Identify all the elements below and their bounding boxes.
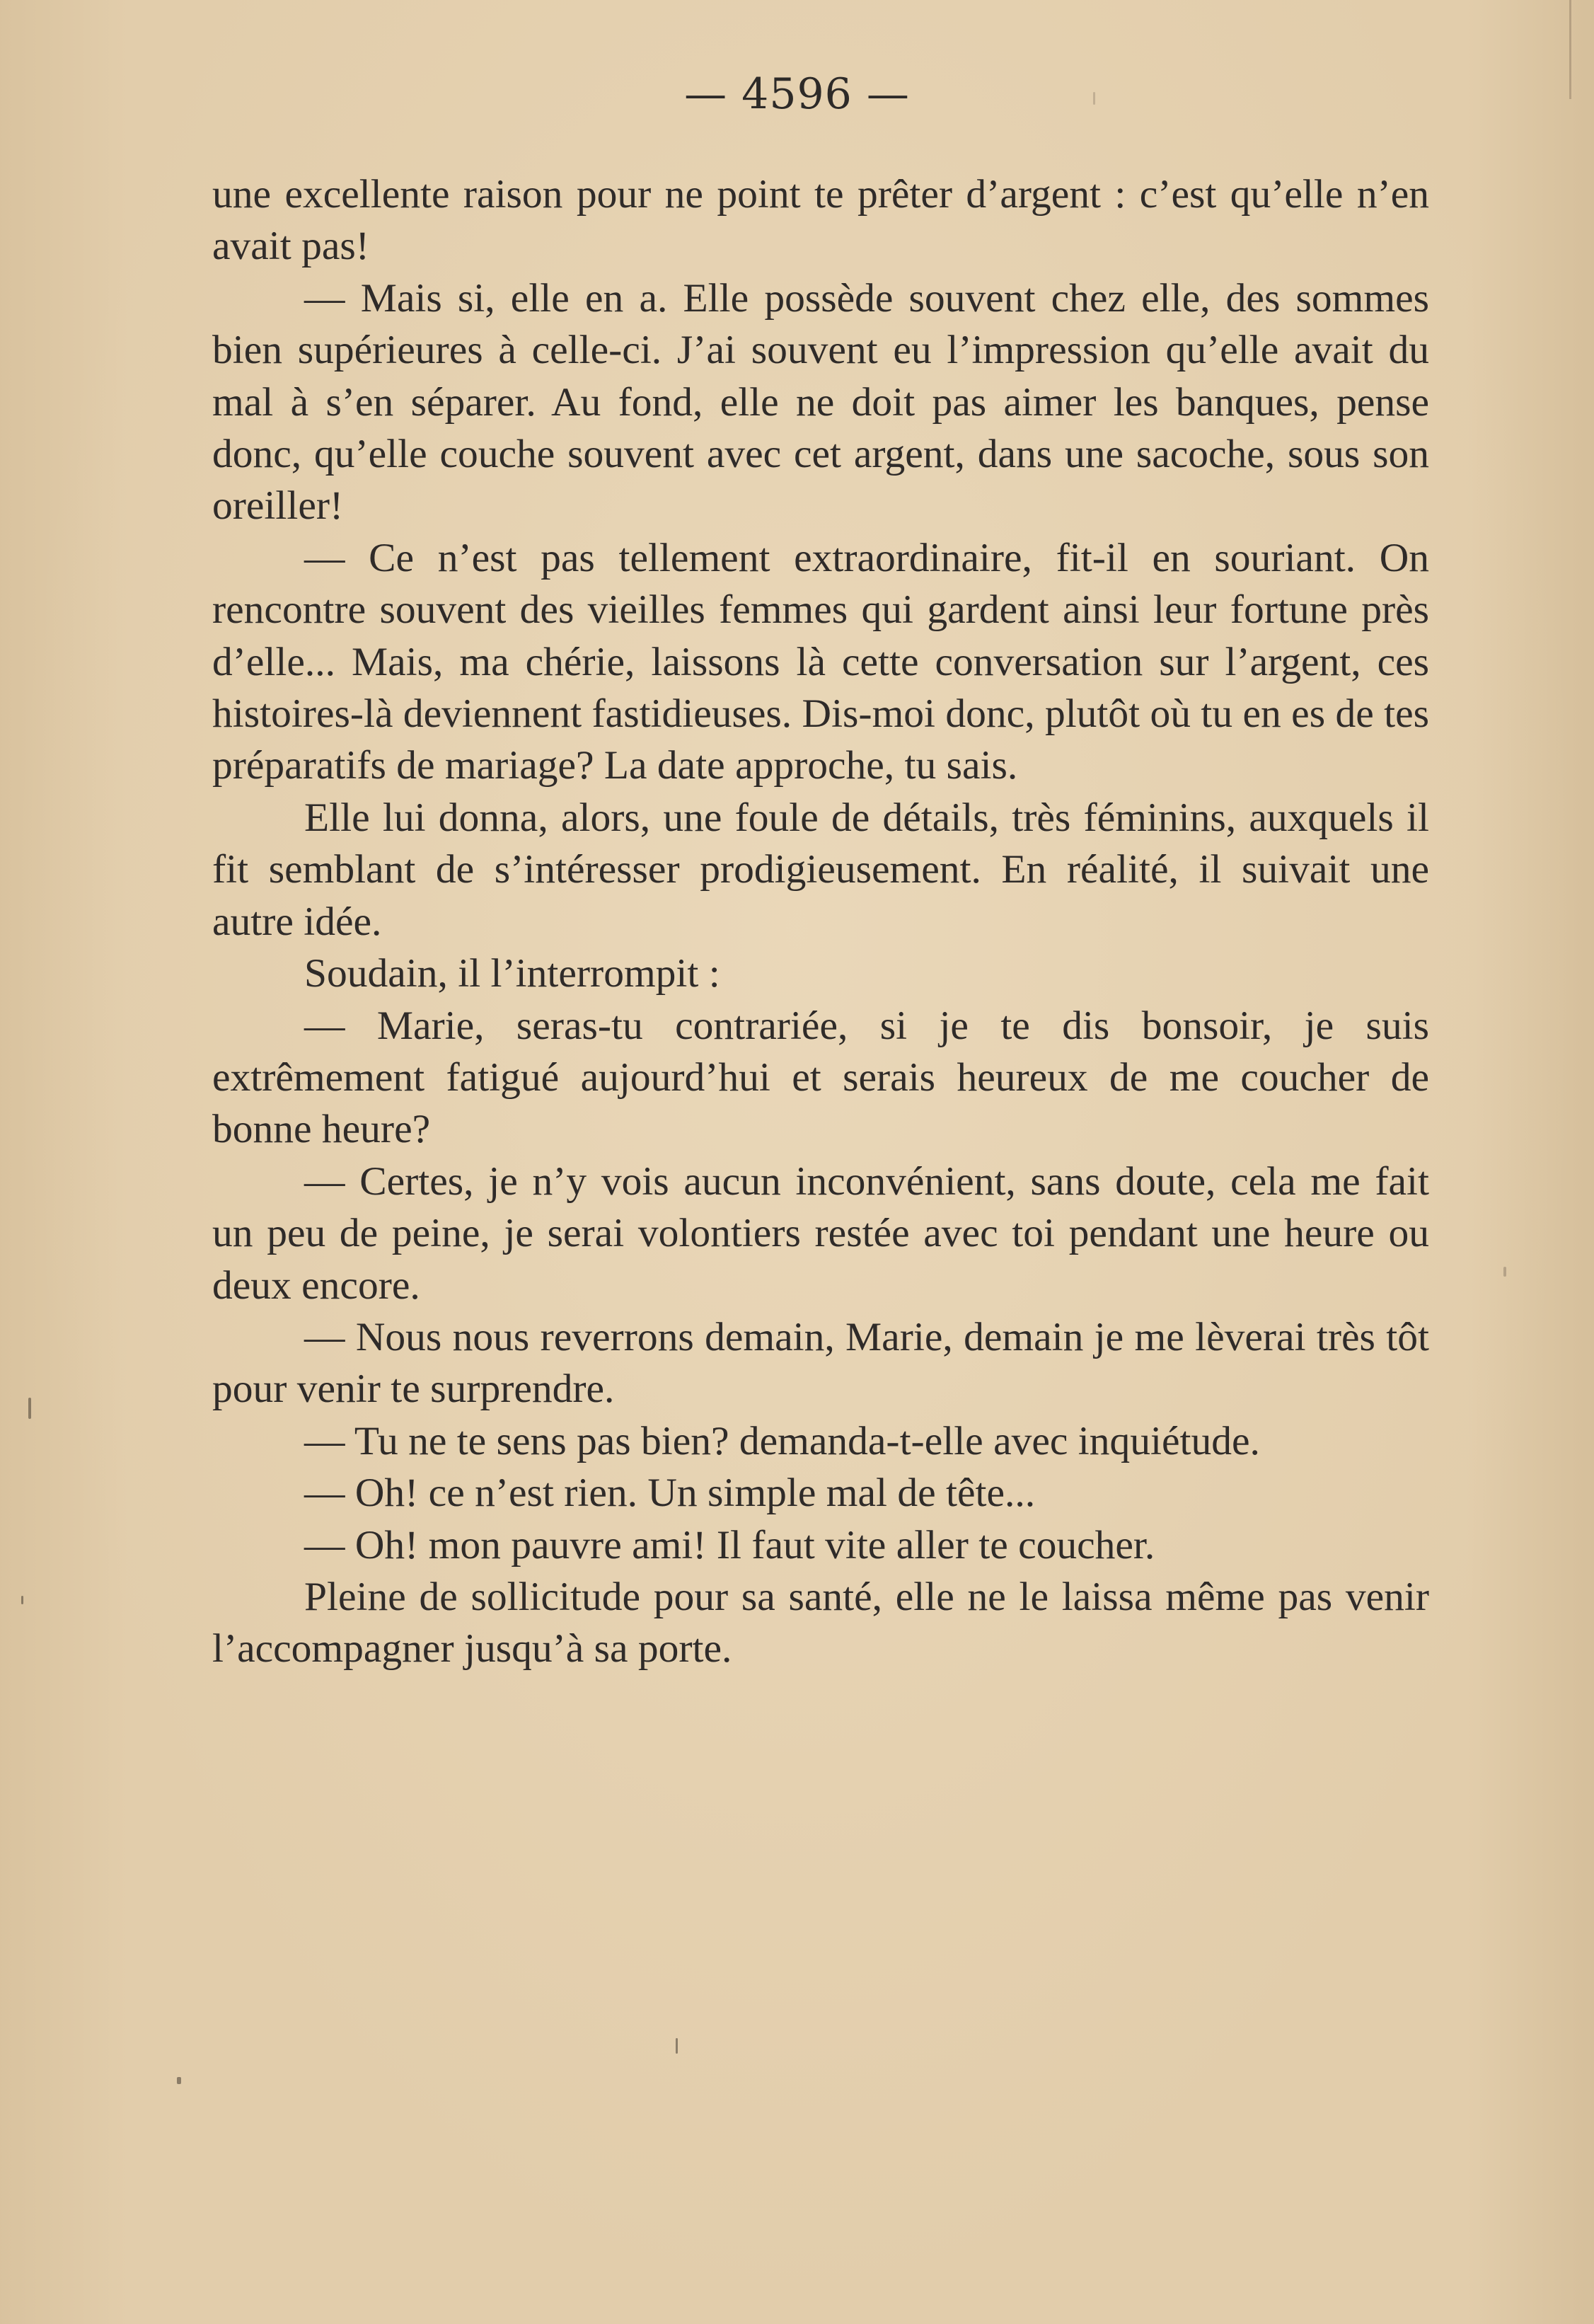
- paragraph: Pleine de sollicitude pour sa santé, elle ne le laissa même pas venir l’accompagner jusqu’à sa porte.: [212, 1574, 1429, 1672]
- paragraph: — Oh! ce n’est rien. Un simple mal de tête...: [304, 1471, 1036, 1516]
- paper-speck: [1503, 1267, 1506, 1277]
- paragraph: Elle lui donna, alors, une foule de détails, très féminins, auxquels il fit semblant de s’intéresser prodigieusement. En réalité, il suivait une autre idée.: [212, 795, 1429, 944]
- paragraph: — Oh! mon pauvre ami! Il faut vite aller te coucher.: [304, 1522, 1155, 1567]
- paper-speck: [28, 1398, 31, 1419]
- paragraph: une excellente raison pour ne point te prêter d’argent : c’est qu’elle n’en avait pas!: [212, 172, 1429, 269]
- page-number: — 4596 —: [684, 69, 910, 119]
- paper-speck: [21, 1596, 23, 1604]
- paper-speck: [676, 2038, 678, 2054]
- paragraph: — Ce n’est pas tellement extraordinaire, fit-il en souriant. On rencontre souvent des vieilles femmes qui gardent ainsi leur fortune près d’elle... Mais, ma chérie, laissons là cette conversation sur l’argent, ces histoires-là deviennent fastidieuses. Dis-moi donc, plutôt où tu en es de tes préparatifs de mariage? La date approche, tu sais.: [212, 535, 1429, 788]
- paragraph: — Mais si, elle en a. Elle possède souvent chez elle, des sommes bien supérieures à celle-ci. J’ai souvent eu l’impression qu’elle avait du mal à s’en séparer. Au fond, elle ne doit pas aimer les banques, pense donc, qu’elle couche souvent avec cet argent, dans une sacoche, sous son oreiller!: [212, 275, 1429, 529]
- paragraph: — Tu ne te sens pas bien? demanda-t-elle avec inquiétude.: [304, 1418, 1260, 1463]
- paragraph: — Certes, je n’y vois aucun inconvénient, sans doute, cela me fait un peu de peine, je serai volontiers restée avec toi pendant une heure ou deux encore.: [212, 1158, 1429, 1308]
- paper-speck: [1093, 92, 1095, 105]
- paragraph: Soudain, il l’interrompit :: [304, 951, 720, 996]
- paragraph: — Marie, seras-tu contrariée, si je te dis bonsoir, je suis extrêmement fatigué aujourd’hui et serais heureux de me coucher de bonne heure?: [212, 1003, 1429, 1152]
- paper-speck: [177, 2077, 181, 2084]
- paragraph: — Nous nous reverrons demain, Marie, demain je me lèverai très tôt pour venir te surprendre.: [212, 1314, 1429, 1412]
- body-text: [212, 168, 1429, 1675]
